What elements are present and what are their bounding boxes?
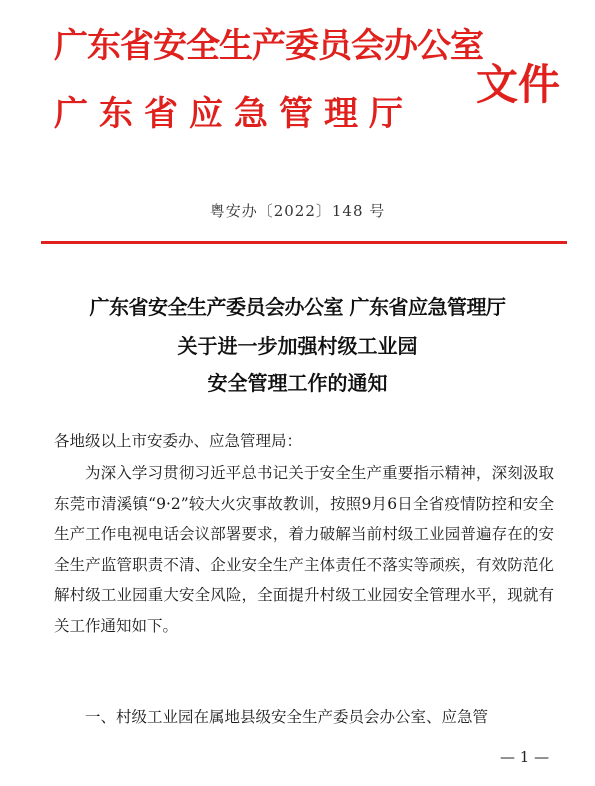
issuing-org-line1: 广东省安全生产委员会办公室 — [54, 26, 483, 66]
body-paragraph-2: 一、村级工业园在属地县级安全生产委员会办公室、应急管 — [85, 708, 489, 726]
document-type-label: 文件 — [476, 60, 561, 109]
red-divider-line — [41, 241, 567, 244]
notice-title-line1: 广东省安全生产委员会办公室 广东省应急管理厅 — [89, 295, 506, 319]
issuing-org-line2: 广东省应急管理厅 — [54, 94, 414, 134]
recipient-greeting: 各地级以上市安委办、应急管理局： — [54, 432, 303, 450]
body-paragraph-1: 为深入学习贯彻习近平总书记关于安全生产重要指示精神，深刻汲取东莞市清溪镇“9·2”较大火灾事故教训，按照9月6日全省疫情防控和安全生产工作电视电话会议部署要求，着力破解当前村级工业园普遍存在的安全生产监管职责不清、企业安全生产主体责任不落实等顽疾，有效防范化解村级工业园重大安全风险，全面提升村级工业园安全管理水平，现就有关工作通知如下。 — [54, 464, 554, 635]
notice-title-line3: 安全管理工作的通知 — [207, 371, 388, 395]
document-number: 粤安办〔2022〕148 号 — [209, 202, 386, 220]
notice-title-line2: 关于进一步加强村级工业园 — [177, 334, 418, 358]
page-number: — 1 — — [500, 748, 550, 766]
